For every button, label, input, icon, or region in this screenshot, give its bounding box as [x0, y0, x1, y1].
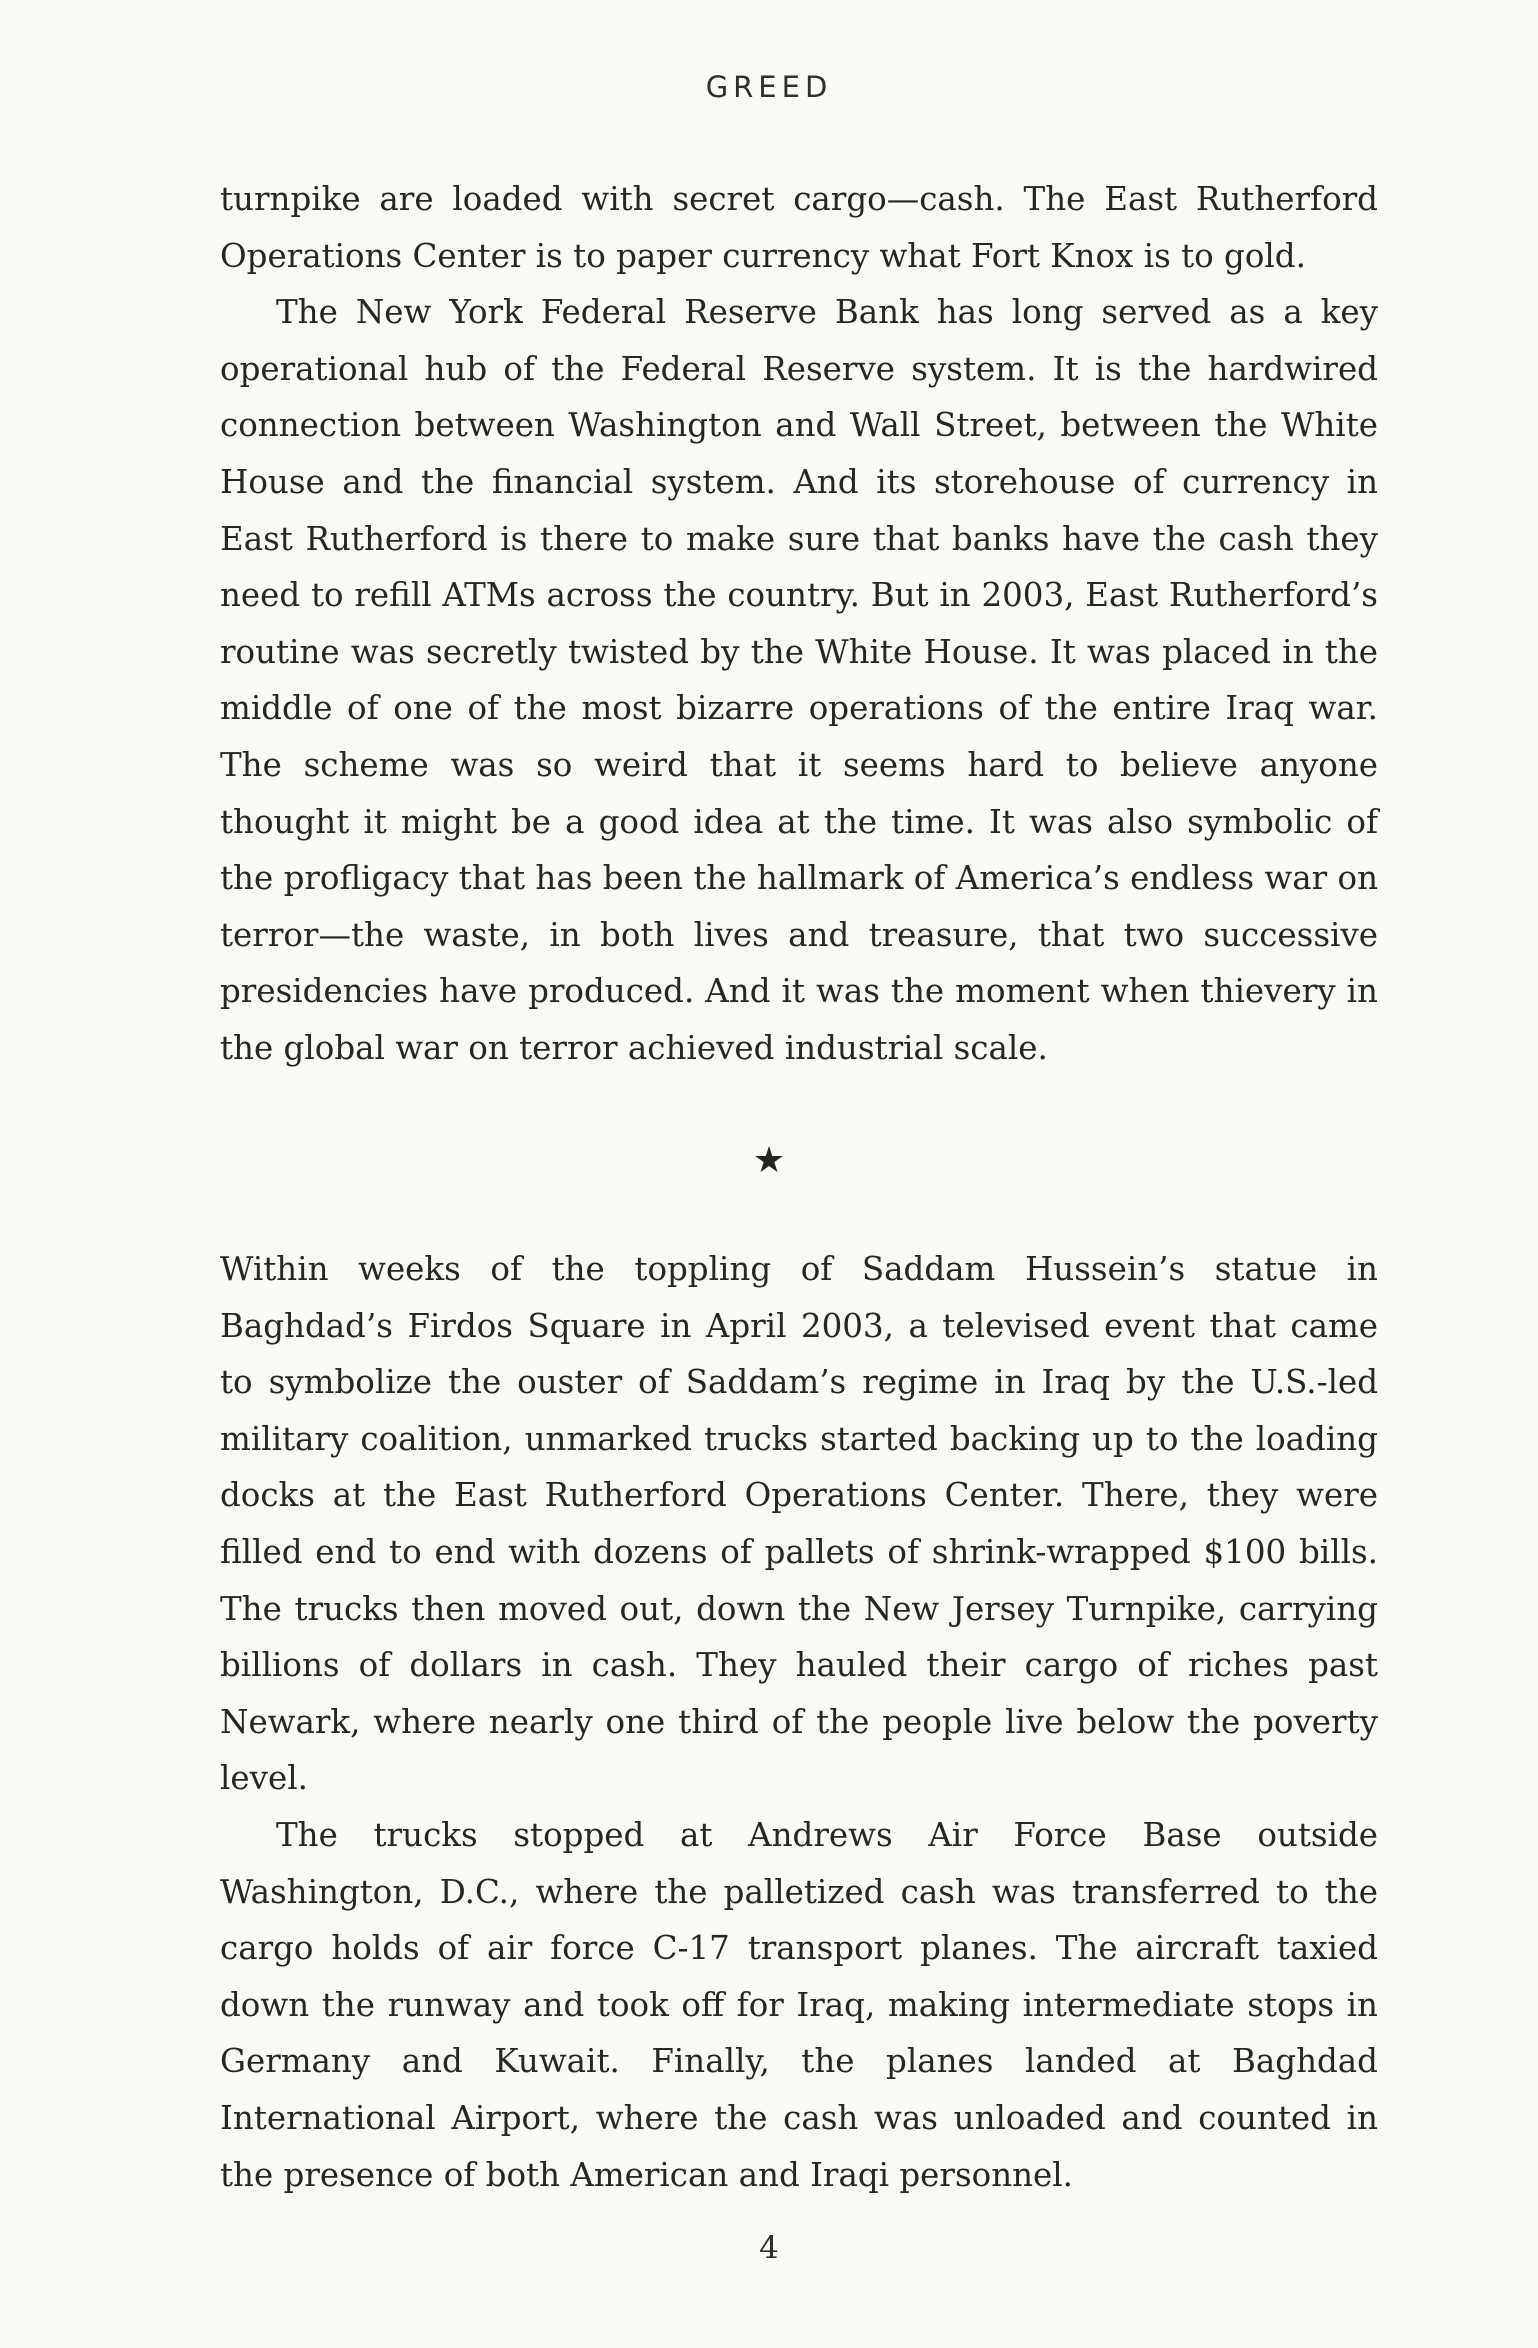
running-head: GREED: [705, 70, 833, 104]
paragraph: The New York Federal Reserve Bank has long served as a key operational hub of the Federal Reserve system. It is the hardwired connection between Washington and Wall Street, between the White House and the financial system. And its storehouse of currency in East Rutherford is there to make sure that banks have the cash they need to refill ATMs across the country. But in 2003, East Rutherford’s routine was secretly twisted by the White House. It was placed in the middle of one of the most bizarre operations of the entire Iraq war. The scheme was so weird that it seems hard to believe anyone thought it might be a good idea at the time. It was also symbolic of the profligacy that has been the hallmark of America’s endless war on terror—the waste, in both lives and treasure, that two successive presidencies have produced. And it was the moment when thievery in the global war on terror achieved industrial scale.: [220, 293, 1378, 1067]
star-icon: ★: [752, 1140, 786, 1181]
body-text-after-break: [220, 1241, 1378, 2203]
paragraph: The trucks stopped at Andrews Air Force Base outside Washington, D.C., where the palletized cash was transferred to the cargo holds of air force C-17 transport planes. The aircraft taxied down the runway and took off for Iraq, making intermediate stops in Germany and Kuwait. Finally, the planes landed at Baghdad International Airport, where the cash was unloaded and counted in the presence of both American and Iraqi personnel.: [220, 1815, 1378, 2194]
paragraph: turnpike are loaded with secret cargo—cash. The East Rutherford Operations Center is to paper currency what Fort Knox is to gold.: [220, 180, 1378, 275]
body-text-before-break: [220, 171, 1378, 1077]
paragraph: Within weeks of the toppling of Saddam Hussein’s statue in Baghdad’s Firdos Square in April 2003, a televised event that came to symbolize the ouster of Saddam’s regime in Iraq by the U.S.-led military coalition, unmarked trucks started backing up to the loading docks at the East Rutherford Operations Center. There, they were filled end to end with dozens of pallets of shrink-wrapped $100 bills. The trucks then moved out, down the New Jersey Turnpike, carrying billions of dollars in cash. They hauled their cargo of riches past Newark, where nearly one third of the people live below the poverty level.: [220, 1250, 1378, 1798]
page-number: 4: [759, 2230, 779, 2266]
